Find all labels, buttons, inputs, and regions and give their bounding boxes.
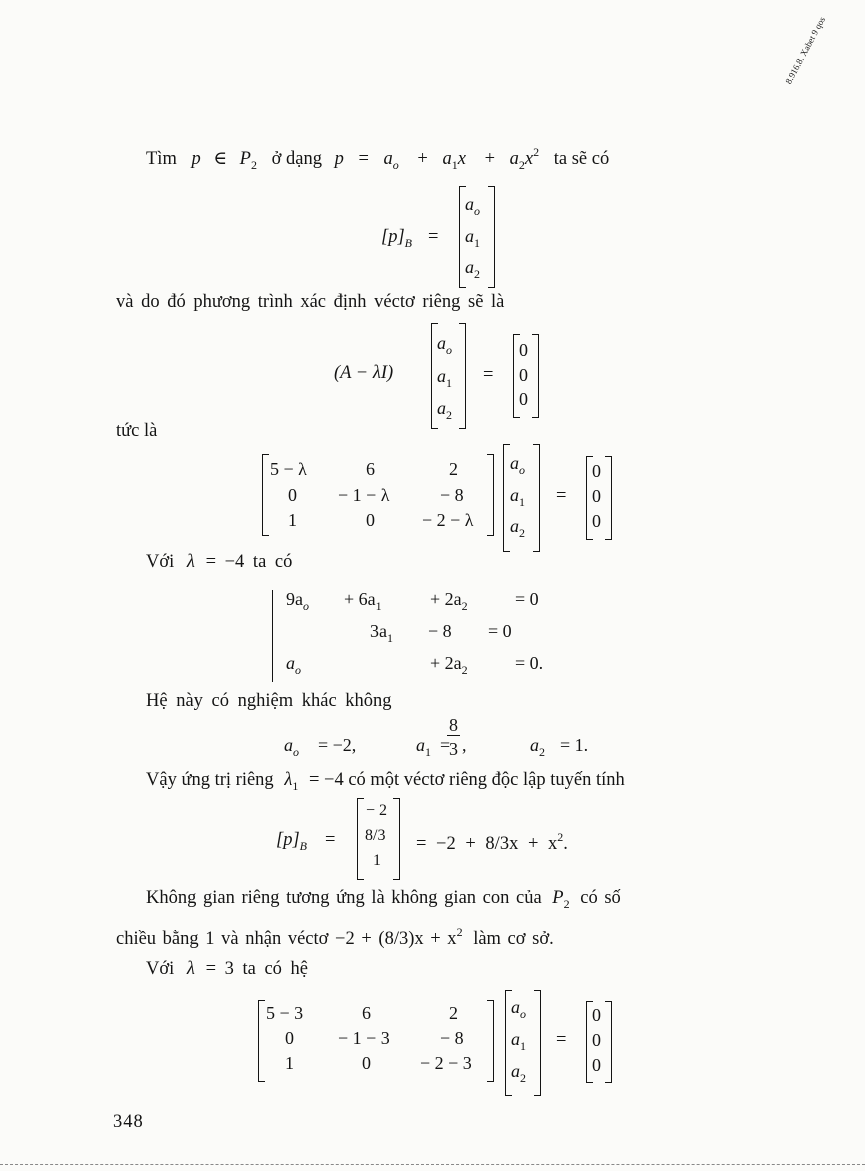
vec-a0: $a_o$ — [437, 333, 452, 357]
library-stamp: 8.916.8. Xabet 9 qos — [783, 15, 828, 86]
var-P: P — [239, 149, 251, 169]
zero: 0 — [519, 365, 528, 385]
eq3-equals: = — [325, 830, 336, 850]
eq1-lhs — [381, 228, 412, 249]
text: ở dạng — [271, 149, 322, 169]
eq1-equals: = — [428, 227, 439, 247]
var-p: p — [191, 149, 201, 169]
matrix-cell: 6 — [366, 459, 375, 479]
frac-num: 8 — [449, 715, 458, 735]
matrix-cell: 5 − λ — [270, 459, 307, 479]
matrix-cell: 6 — [362, 1003, 371, 1023]
bracket-right — [532, 334, 539, 418]
matrix-cell: 1 — [285, 1053, 294, 1073]
var-p: p — [334, 149, 344, 169]
sub: o — [392, 158, 399, 172]
matrix-bracket-right — [487, 1000, 494, 1082]
sub: 2 — [518, 158, 525, 172]
matrix-cell: 5 − 3 — [266, 1003, 304, 1023]
eq2-equals: = — [483, 365, 494, 385]
matrix-cell: − 1 − λ — [338, 485, 390, 505]
sys-r2-term2: − 8 — [428, 621, 452, 641]
bracket-right — [533, 444, 540, 552]
line-with-lambda-3: Với λ = 3 ta có hệ — [146, 959, 309, 979]
sol-a2: $a_2$ — [530, 735, 545, 759]
line-eigenspace: Không gian riêng tương ứng là không gian con của $P_2$ có số — [146, 888, 621, 911]
zero: 0 — [592, 1030, 601, 1050]
comma: , — [462, 735, 467, 755]
line-that-is: tức là — [116, 421, 158, 441]
matrix-cell: 0 — [285, 1028, 294, 1048]
matrix-cell: 2 — [449, 459, 458, 479]
matrix-cell: 2 — [449, 1003, 458, 1023]
matrix-cell: 0 — [288, 485, 297, 505]
matrix-bracket-left — [262, 454, 269, 536]
plus: + — [417, 149, 428, 169]
vec-a1: $a_1$ — [465, 226, 480, 250]
zero: 0 — [592, 461, 601, 481]
lhs: [p] — [381, 227, 405, 247]
sub: B — [404, 236, 412, 250]
plus: + — [484, 149, 496, 169]
bracket-right — [605, 1001, 612, 1083]
vec-a2: $a_2$ — [465, 257, 480, 281]
eq2-lhs: (A − λI) — [334, 363, 394, 383]
vec-a1: $a_1$ — [511, 1029, 526, 1053]
sys-r3-term1: $a_o$ — [286, 653, 301, 677]
mat-equals: = — [556, 486, 567, 506]
zero: 0 — [592, 1055, 601, 1075]
sol-a0: $a_o$ — [284, 735, 299, 759]
text: ta sẽ có — [553, 149, 610, 169]
system-brace — [272, 590, 281, 682]
var-a: a — [442, 149, 452, 169]
matrix-cell: − 8 — [440, 1028, 464, 1048]
zero: 0 — [592, 511, 601, 531]
vec-a2: $a_2$ — [511, 1061, 526, 1085]
bracket-right — [393, 798, 400, 880]
matrix-cell: 1 — [288, 510, 297, 530]
sys-r3-term2: + $2a_2$ — [430, 653, 468, 677]
sol-a0-value: = −2, — [318, 735, 357, 755]
sys-r2-rhs: = 0 — [488, 621, 512, 641]
vec-a0: $a_o$ — [510, 453, 525, 477]
bracket-right — [488, 186, 495, 288]
sys-r1-rhs: = 0 — [515, 589, 539, 609]
matrix-cell: − 2 − λ — [422, 510, 474, 530]
matrix-cell: − 8 — [440, 485, 464, 505]
vec-a1: $a_1$ — [437, 366, 452, 390]
sys-r3-rhs: = 0. — [515, 653, 544, 673]
zero: 0 — [519, 340, 528, 360]
vec-entry: − 2 — [366, 802, 388, 819]
bracket-right — [459, 323, 466, 429]
line-eigenvector-eq: và do đó phương trình xác định véctơ riêng sẽ là — [116, 292, 505, 312]
matrix-cell: − 1 − 3 — [338, 1028, 390, 1048]
zero: 0 — [592, 486, 601, 506]
vec-entry: 1 — [373, 852, 381, 869]
sol-a1-equals: = — [440, 735, 451, 755]
eq3-lhs: $[p]_B$ — [276, 830, 307, 853]
line-dimension: chiều bằng 1 và nhận véctơ $-2 + (8/3)x + x^2$ làm cơ sở. — [116, 925, 554, 949]
vec-entry: 8/3 — [365, 827, 386, 844]
matrix-bracket-right — [487, 454, 494, 536]
vec-a2: $a_2$ — [510, 516, 525, 540]
bracket-right — [534, 990, 541, 1096]
var-a: a — [383, 149, 393, 169]
vec-a0: $a_o$ — [511, 997, 526, 1021]
line-with-lambda-neg4: Với λ = −4 ta có — [146, 552, 293, 572]
matrix-cell: 0 — [366, 510, 375, 530]
sol-a2-value: = 1. — [560, 735, 589, 755]
line-nonzero-solution: Hệ này có nghiệm khác không — [146, 691, 392, 711]
matrix-bracket-left — [258, 1000, 265, 1082]
var-a: a — [509, 149, 519, 169]
frac-den: 3 — [449, 739, 458, 759]
page-number: 348 — [113, 1112, 144, 1132]
vec-a2: $a_2$ — [437, 398, 452, 422]
sys-r1-term1: $9a_o$ — [286, 589, 309, 613]
zero: 0 — [592, 1005, 601, 1025]
sub: 2 — [250, 158, 257, 172]
sub: 1 — [451, 158, 458, 172]
frac-bar — [447, 735, 460, 736]
vec-a0: $a_o$ — [465, 194, 480, 218]
mat2-equals: = — [556, 1030, 567, 1050]
var-x: x — [457, 149, 466, 169]
var-x: x — [524, 149, 534, 169]
sys-r2-term1: $3a_1$ — [370, 621, 393, 645]
bracket-left — [503, 444, 510, 552]
bracket-left — [357, 798, 364, 880]
equals: = — [358, 149, 369, 169]
zero: 0 — [519, 389, 528, 409]
eq3-rhs: = $-2 + 8/3x + x^2$. — [416, 830, 568, 854]
vec-a1: $a_1$ — [510, 485, 525, 509]
page-bottom-rule — [0, 1164, 865, 1165]
line-eigenvalue-conclusion: Vậy ứng trị riêng $\lambda_1 = -4$ có một véctơ riêng độc lập tuyến tính — [146, 770, 625, 793]
matrix-cell: 0 — [362, 1053, 371, 1073]
matrix-cell: − 2 − 3 — [420, 1053, 472, 1073]
sys-r1-term2: + $6a_1$ — [344, 589, 382, 613]
sup: 2 — [533, 145, 540, 159]
bracket-right — [605, 456, 612, 540]
symbol-in: ∈ — [213, 149, 228, 169]
text: Tìm — [146, 149, 177, 169]
line-find-p — [146, 146, 609, 171]
sys-r1-term3: + $2a_2$ — [430, 589, 468, 613]
sol-a1: $a_1$ — [416, 735, 431, 759]
